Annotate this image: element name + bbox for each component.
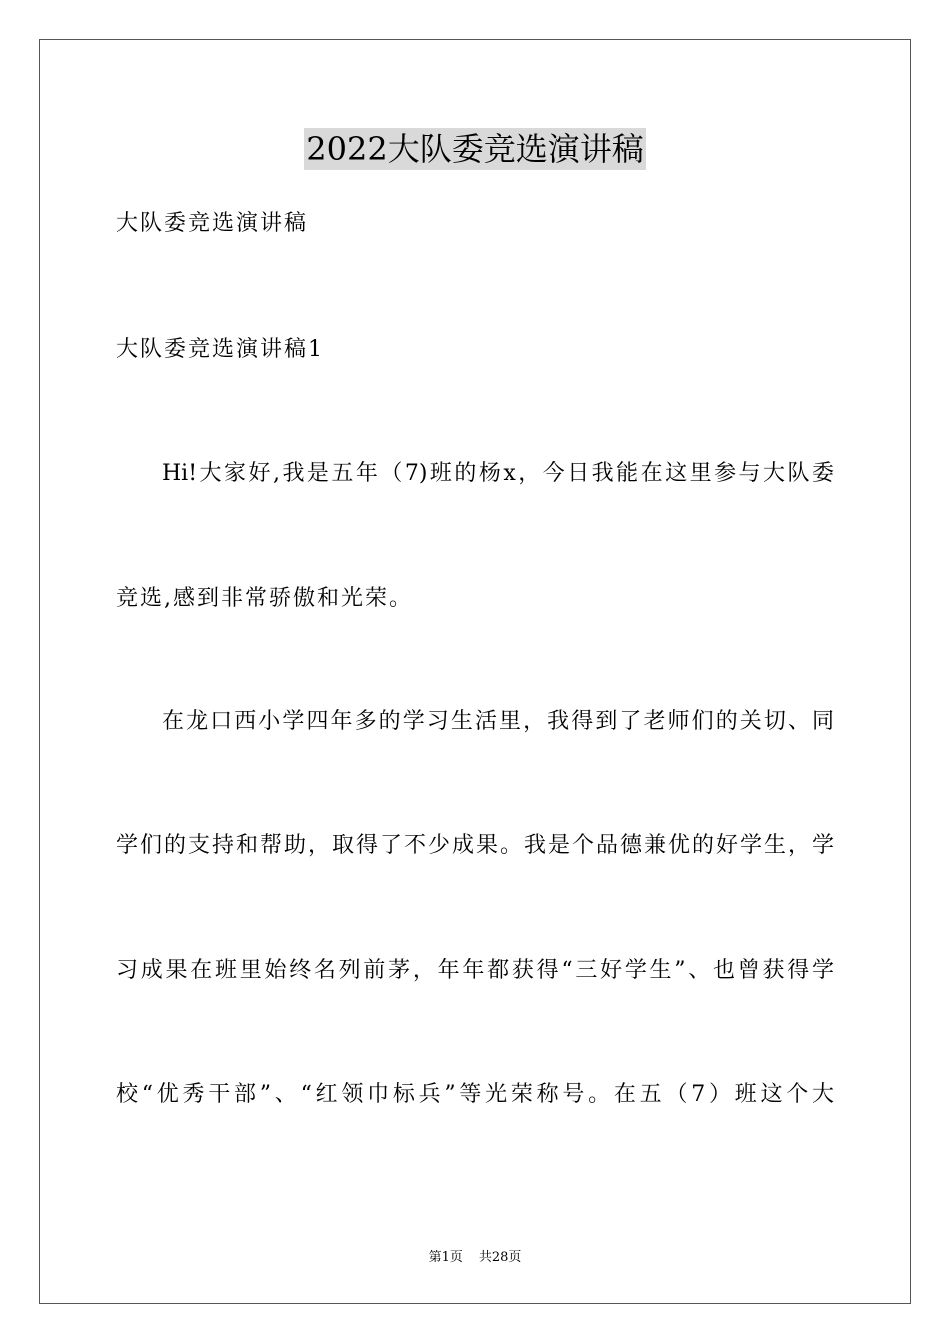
paragraph-line: 校“优秀干部”、“红领巾标兵”等光荣称号。在五（7）班这个大 <box>116 1082 834 1107</box>
paragraph-line: 竞选,感到非常骄傲和光荣。 <box>116 586 413 611</box>
title-wrap <box>0 128 950 170</box>
page-footer <box>0 1250 950 1266</box>
paragraph-line: 在龙口西小学四年多的学习生活里，我得到了老师们的关切、同 <box>162 709 834 734</box>
page-total: 共28页 <box>478 1250 522 1265</box>
paragraph-line: 习成果在班里始终名列前茅，年年都获得“三好学生”、也曾获得学 <box>116 958 834 983</box>
subtitle-line: 大队委竞选演讲稿 <box>116 211 309 236</box>
section-heading: 大队委竞选演讲稿1 <box>116 337 324 362</box>
page-number: 第1页 <box>428 1250 463 1265</box>
document-title: 2022大队委竞选演讲稿 <box>306 130 644 168</box>
paragraph-line: Hi!大家好,我是五年（7)班的杨x，今日我能在这里参与大队委 <box>162 461 834 486</box>
paragraph-line: 学们的支持和帮助，取得了不少成果。我是个品德兼优的好学生，学 <box>116 833 834 858</box>
